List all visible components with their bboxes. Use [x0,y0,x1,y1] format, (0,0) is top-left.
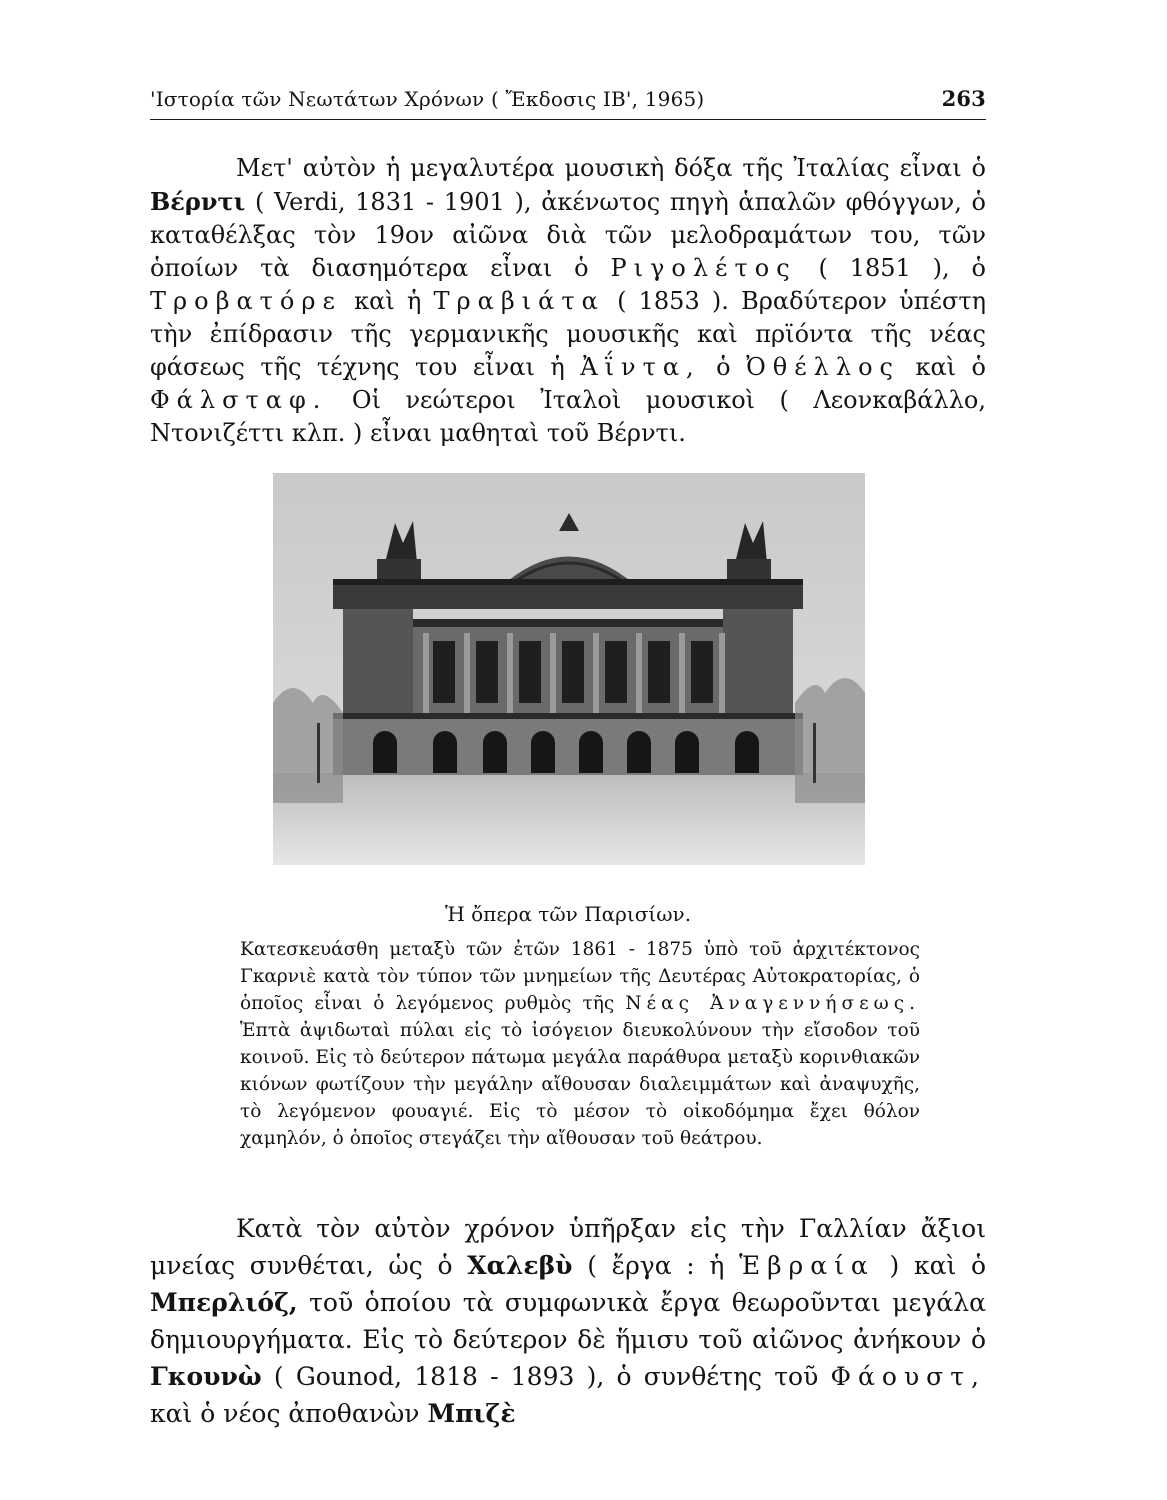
bold-name-halevy: Χαλεβὺ [467,1251,573,1280]
figure-caption-body [240,936,920,1152]
text-run: Οἱ νεώτεροι Ἰταλοὶ μουσικοὶ ( Λεονκαβάλλο, Ντονιζέττι κλπ. ) εἶναι μαθηταὶ τοῦ Βέρντι. [150,386,986,447]
spaced-title-rigoletto: Ριγολέτος [610,254,797,282]
text-run: καὶ ὁ νέος ἀποθανὼν [150,1399,428,1428]
text-run: καὶ ἡ [341,287,434,315]
text-run: Κατεσκευάσθη μεταξὺ τῶν ἐτῶν 1861 - 1875 ὑπὸ τοῦ ἀρχιτέκτονος Γκαρνιὲ κατὰ τὸν τύπον τῶν μνημείων τῆς Δευτέρας Αὐτοκρατορίας, ὁ ὁποῖος εἶναι ὁ λεγόμενος ρυθμὸς τῆς [240,939,920,1014]
spaced-title-trovatore: Τροβατόρε [150,287,342,315]
bold-name-bizet: Μπιζὲ [427,1399,516,1428]
spaced-title-la-juive: Ἑβραία [739,1251,875,1280]
text-run: καὶ ὁ [899,353,987,381]
paragraph-france-text [150,1210,986,1432]
text-run: ) καὶ ὁ [874,1251,986,1280]
bold-name-gounod: Γκουνὼ [150,1362,262,1391]
bold-name-berlioz: Μπερλιόζ, [150,1288,298,1317]
spaced-style-name: Νέας Ἀναγεννήσεως. [625,993,920,1014]
text-run: τοῦ ὁποίου τὰ συμφωνικὰ ἔργα θεωροῦνται μεγάλα δημιουργήματα. Εἰς τὸ δεύτερον δὲ ἥμισυ τοῦ αἰῶνος ἀνήκουν ὁ [150,1288,986,1354]
paragraph-verdi-text [150,152,986,450]
text-run: Ἑπτὰ ἀψιδωταὶ πύλαι εἰς τὸ ἰσόγειον διευκολύνουν τὴν εἴσοδον τοῦ κοινοῦ. Εἰς τὸ δεύτερον πάτωμα μεγάλα παράθυρα μεταξὺ κορινθιακῶν κιόνων φωτίζουν τὴν μεγάλην αἴθουσαν διαλειμμάτων καὶ ἀναψυχῆς, τὸ λεγόμενον φουαγιέ. Εἰς τὸ μέσον τὸ οἰκοδόμημα ἔχει θόλον χαμηλόν, ὁ ὁποῖος στεγάζει τὴν αἴθουσαν τοῦ θεάτρου. [240,1020,920,1149]
spaced-title-falstaff: Φάλσταφ. [150,386,328,414]
spaced-title-othello: Ὀθέλλος [746,353,900,381]
text-run: Μετ' αὐτὸν ἡ μεγαλυτέρα μουσικὴ δόξα τῆς Ἰταλίας εἶναι ὁ [236,154,986,182]
spaced-title-traviata: Τραβιάτα [433,287,605,315]
bold-name-verdi: Βέρντι [150,187,246,216]
running-header [150,86,986,120]
paragraph-verdi [150,152,986,450]
figure-caption-text [240,936,920,1152]
text-run: ( 1853 ). Βραδύτερον ὑπέστη τὴν ἐπίδρασιν τῆς γερμανικῆς μουσικῆς καὶ πρϊόντα τῆς νέας φάσεως τῆς τέχνης του εἶναι ἡ [150,287,987,381]
text-run: ὁ [700,353,747,381]
figure-caption-title: Ἡ ὄπερα τῶν Παρισίων. [444,902,692,926]
text-run: ( Gounod, 1818 - 1893 ), ὁ συνθέτης τοῦ [261,1362,831,1391]
header-title: 'Ιστορία τῶν Νεωτάτων Χρόνων ( Ἔκδοσις ΙΒ', 1965) [150,87,705,111]
text-run: ( 1851 ), ὁ [796,254,986,282]
spaced-title-faust: Φάουστ, [830,1362,986,1391]
opera-house-illustration [273,473,865,865]
spaced-title-aida: Ἀΐντα, [580,353,701,381]
text-run: ( Verdi, 1831 - 1901 ), ἀκένωτος πηγὴ ἁπαλῶν φθόγγων, ὁ καταθέλξας τὸν 19ον αἰῶνα διὰ τῶν μελοδραμάτων του, τῶν ὁποίων τὰ διασημότερα εἶναι ὁ [150,188,986,282]
text-run: Κατὰ τὸν αὐτὸν χρόνον ὑπῆρξαν εἰς τὴν Γαλλίαν ἄξιοι μνείας συνθέται, ὡς ὁ [150,1214,986,1280]
paris-opera-photo [273,473,865,865]
text-run: ( ἔργα : ἡ [572,1251,740,1280]
paragraph-france [150,1210,986,1432]
page-number: 263 [941,86,986,111]
